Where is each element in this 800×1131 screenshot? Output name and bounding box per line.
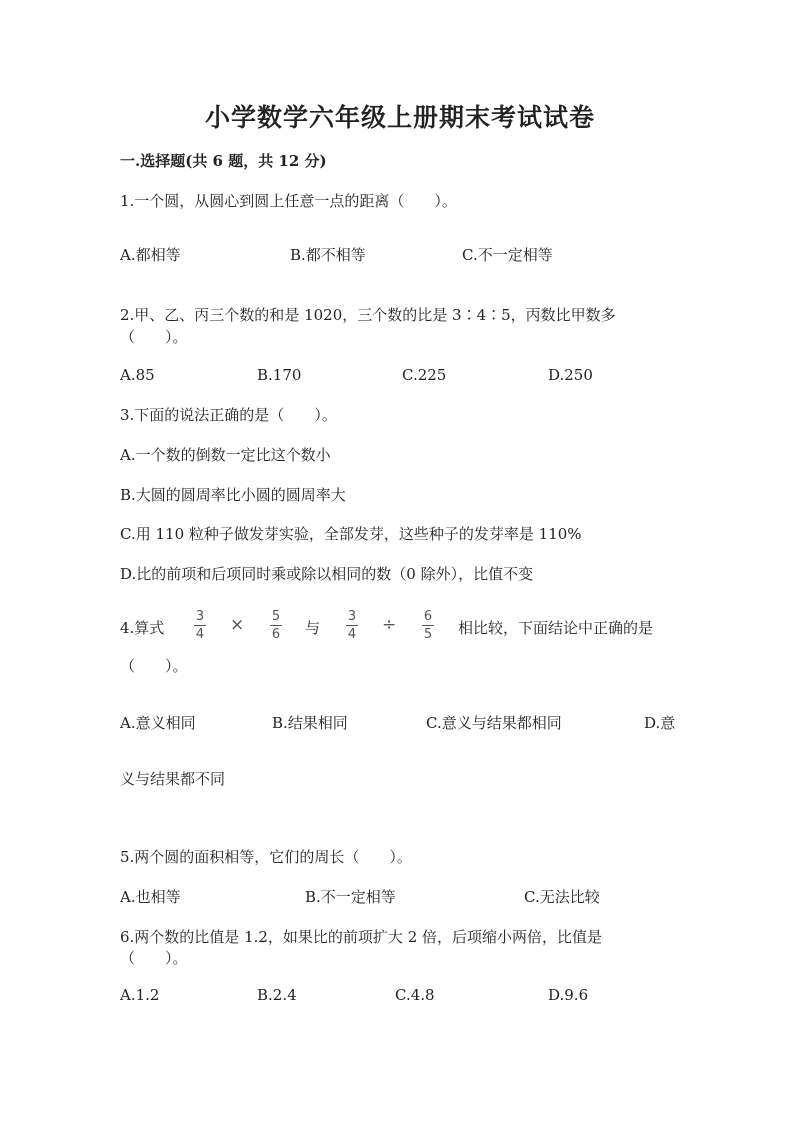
question-5-option-c[interactable]: C.无法比较 [524,888,600,906]
question-2-option-b[interactable]: B.170 [257,366,302,384]
fraction-six-fifths [420,609,436,642]
fraction-three-fourths-1 [192,609,208,642]
question-2-option-c[interactable]: C.225 [402,366,447,384]
question-6-text-line1: 6.两个数的比值是 1.2，如果比的前项扩大 2 倍，后项缩小两倍，比值是 [120,928,603,946]
question-4-prefix: 4.算式 [120,619,165,637]
fraction-numerator: 3 [347,609,357,624]
fraction-denominator: 6 [271,627,281,642]
question-6-option-d[interactable]: D.9.6 [548,986,589,1004]
question-3-option-d[interactable]: D.比的前项和后项同时乘或除以相同的数（0 除外），比值不变 [120,565,534,583]
question-6-option-b[interactable]: B.2.4 [257,986,297,1004]
fraction-three-fourths-2 [344,609,360,642]
fraction-bar [422,625,434,626]
section-heading: 一.选择题(共 6 题，共 12 分) [120,152,327,170]
question-5-option-b[interactable]: B.不一定相等 [305,888,396,906]
question-2-option-d[interactable]: D.250 [548,366,593,384]
question-1-option-c[interactable]: C.不一定相等 [462,246,553,264]
question-6-text-line2: （ ）。 [120,949,188,967]
question-2-text-line1: 2.甲、乙、丙三个数的和是 1020，三个数的比是 3∶4∶5，丙数比甲数多 [120,306,616,324]
fraction-numerator: 3 [195,609,205,624]
question-4-line2: （ ）。 [120,657,188,675]
question-6-option-a[interactable]: A.1.2 [120,986,160,1004]
question-5-option-a[interactable]: A.也相等 [120,888,181,906]
question-1-option-b[interactable]: B.都不相等 [290,246,366,264]
divide-symbol: ÷ [382,615,397,635]
question-4-suffix: 相比较，下面结论中正确的是 [458,619,654,637]
page-title: 小学数学六年级上册期末考试试卷 [204,103,595,132]
question-3-option-a[interactable]: A.一个数的倒数一定比这个数小 [120,446,331,464]
fraction-denominator: 4 [195,627,205,642]
question-3-option-b[interactable]: B.大圆的圆周率比小圆的圆周率大 [120,486,346,504]
fraction-bar [346,625,358,626]
fraction-bar [270,625,282,626]
question-3-text: 3.下面的说法正确的是（ ）。 [120,406,337,424]
times-symbol: × [230,615,245,635]
question-4-with: 与 [305,619,321,637]
question-6-option-c[interactable]: C.4.8 [395,986,435,1004]
question-4-option-a[interactable]: A.意义相同 [120,714,196,732]
fraction-numerator: 6 [423,609,433,624]
question-1-text: 1.一个圆，从圆心到圆上任意一点的距离（ ）。 [120,192,457,210]
question-4-option-b[interactable]: B.结果相同 [272,714,348,732]
fraction-five-sixths [268,609,284,642]
fraction-bar [194,625,206,626]
question-4-option-d-continued[interactable]: 义与结果都不同 [120,770,226,788]
question-1-option-a[interactable]: A.都相等 [120,246,181,264]
question-5-text: 5.两个圆的面积相等，它们的周长（ ）。 [120,848,412,866]
question-3-option-c[interactable]: C.用 110 粒种子做发芽实验，全部发芽，这些种子的发芽率是 110% [120,525,582,543]
question-4-option-c[interactable]: C.意义与结果都相同 [426,714,562,732]
question-2-option-a[interactable]: A.85 [120,366,155,384]
question-2-text-line2: （ ）。 [120,328,188,346]
fraction-denominator: 5 [423,627,433,642]
fraction-denominator: 4 [347,627,357,642]
fraction-numerator: 5 [271,609,281,624]
question-4-option-d[interactable]: D.意 [644,714,676,732]
